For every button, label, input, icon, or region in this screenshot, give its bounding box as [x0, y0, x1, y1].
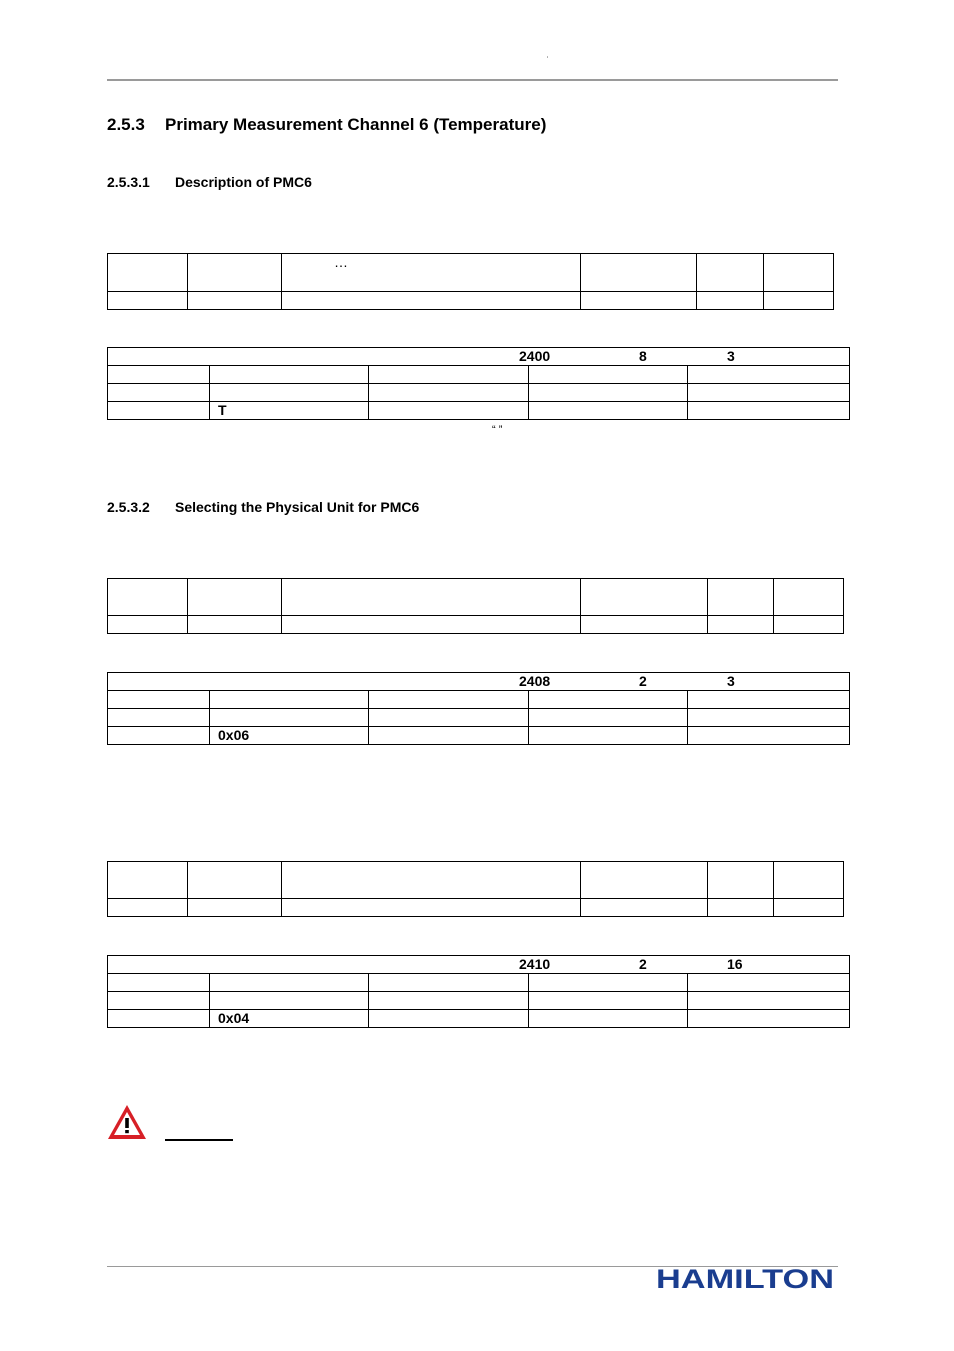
table-cell	[764, 292, 834, 310]
table-cell	[282, 579, 581, 616]
table-cell	[688, 366, 850, 384]
table-cell	[697, 254, 764, 292]
register-table-description	[107, 347, 850, 420]
section-title: Primary Measurement Channel 6 (Temperature)	[165, 115, 547, 134]
table-cell	[774, 616, 844, 634]
table-cell	[688, 727, 850, 745]
table-cell	[108, 384, 210, 402]
table-cell	[688, 691, 850, 709]
section-heading	[107, 115, 546, 135]
register-header-row	[108, 956, 850, 974]
table-cell	[708, 616, 774, 634]
table-cell	[188, 862, 282, 899]
table-cell	[688, 1010, 850, 1028]
subsection-number: 2.5.3.1	[107, 174, 150, 190]
table-cell	[688, 402, 850, 420]
table-cell	[529, 402, 688, 420]
table-cell	[108, 992, 210, 1010]
table-cell	[108, 727, 210, 745]
section-number: 2.5.3	[107, 115, 145, 134]
table-cell	[210, 384, 369, 402]
table-cell	[688, 974, 850, 992]
hamilton-logo	[656, 1263, 836, 1295]
table-cell	[708, 862, 774, 899]
table-cell	[369, 1010, 529, 1028]
table-cell	[764, 254, 834, 292]
table-cell	[108, 366, 210, 384]
register-value: T	[210, 402, 369, 420]
table-cell	[697, 292, 764, 310]
table-cell	[108, 616, 188, 634]
table-cell	[688, 709, 850, 727]
table-cell	[282, 899, 581, 917]
table-cell	[188, 254, 282, 292]
table-cell	[581, 616, 708, 634]
table-cell	[369, 992, 529, 1010]
table-cell	[581, 579, 708, 616]
table-cell	[529, 1010, 688, 1028]
table-cell	[282, 616, 581, 634]
table-cell	[210, 992, 369, 1010]
table-cell	[108, 1010, 210, 1028]
header-rule	[107, 79, 838, 81]
register-header-row	[108, 673, 850, 691]
subsection-heading-description	[107, 174, 312, 190]
table-cell	[688, 384, 850, 402]
register-access: 3	[727, 673, 735, 689]
table-cell	[108, 899, 188, 917]
register-size: 8	[639, 348, 647, 364]
command-table-unit-b	[107, 861, 844, 917]
table-cell: …	[282, 254, 581, 292]
table-cell	[108, 254, 188, 292]
table-cell	[188, 899, 282, 917]
table-cell	[369, 691, 529, 709]
table-cell	[581, 862, 708, 899]
subsection-heading-physical-unit	[107, 499, 419, 515]
table-cell	[529, 709, 688, 727]
table-cell	[108, 974, 210, 992]
header-mark: ’	[547, 57, 549, 63]
register-table-unit-b	[107, 955, 850, 1028]
register-value: 0x04	[210, 1010, 369, 1028]
table-cell	[210, 691, 369, 709]
table-cell	[369, 709, 529, 727]
register-access: 3	[727, 348, 735, 364]
table-cell	[369, 366, 529, 384]
table-cell	[688, 992, 850, 1010]
subsection-number: 2.5.3.2	[107, 499, 150, 515]
subsection-title: Description of PMC6	[175, 174, 312, 190]
table-cell	[210, 709, 369, 727]
command-table-unit-a	[107, 578, 844, 634]
warning-title-underline	[165, 1123, 233, 1141]
logo-text: HAMILTON	[656, 1264, 834, 1294]
table-cell	[708, 899, 774, 917]
table-cell	[774, 899, 844, 917]
table-cell	[529, 992, 688, 1010]
table-cell	[210, 974, 369, 992]
register-address: 2408	[519, 673, 551, 689]
register-header-row	[108, 348, 850, 366]
table-cell	[108, 862, 188, 899]
table-cell	[188, 292, 282, 310]
table-cell	[108, 402, 210, 420]
table-cell	[108, 709, 210, 727]
table-cell	[529, 384, 688, 402]
command-table-description	[107, 253, 834, 310]
register-access: 16	[727, 956, 743, 972]
table-cell	[282, 862, 581, 899]
table-cell	[774, 862, 844, 899]
register-value: 0x06	[210, 727, 369, 745]
register-size: 2	[639, 673, 647, 689]
table-cell	[708, 579, 774, 616]
table-cell	[369, 727, 529, 745]
table-cell	[529, 366, 688, 384]
table-cell	[108, 292, 188, 310]
table-cell	[581, 899, 708, 917]
table-cell	[210, 366, 369, 384]
table-cell	[369, 384, 529, 402]
table-cell	[529, 691, 688, 709]
table-cell	[369, 402, 529, 420]
quote-mark: “ ”	[492, 424, 503, 436]
table-cell	[282, 292, 581, 310]
table-cell	[581, 292, 697, 310]
table-cell	[188, 616, 282, 634]
table-cell	[188, 579, 282, 616]
subsection-title: Selecting the Physical Unit for PMC6	[175, 499, 420, 515]
register-address: 2400	[519, 348, 551, 364]
table-cell	[369, 974, 529, 992]
warning-triangle-icon	[107, 1104, 147, 1140]
register-address: 2410	[519, 956, 551, 972]
table-cell	[108, 691, 210, 709]
table-cell	[581, 254, 697, 292]
table-cell	[108, 579, 188, 616]
table-cell	[529, 974, 688, 992]
table-cell	[529, 727, 688, 745]
table-cell	[774, 579, 844, 616]
register-size: 2	[639, 956, 647, 972]
register-table-unit-a	[107, 672, 850, 745]
